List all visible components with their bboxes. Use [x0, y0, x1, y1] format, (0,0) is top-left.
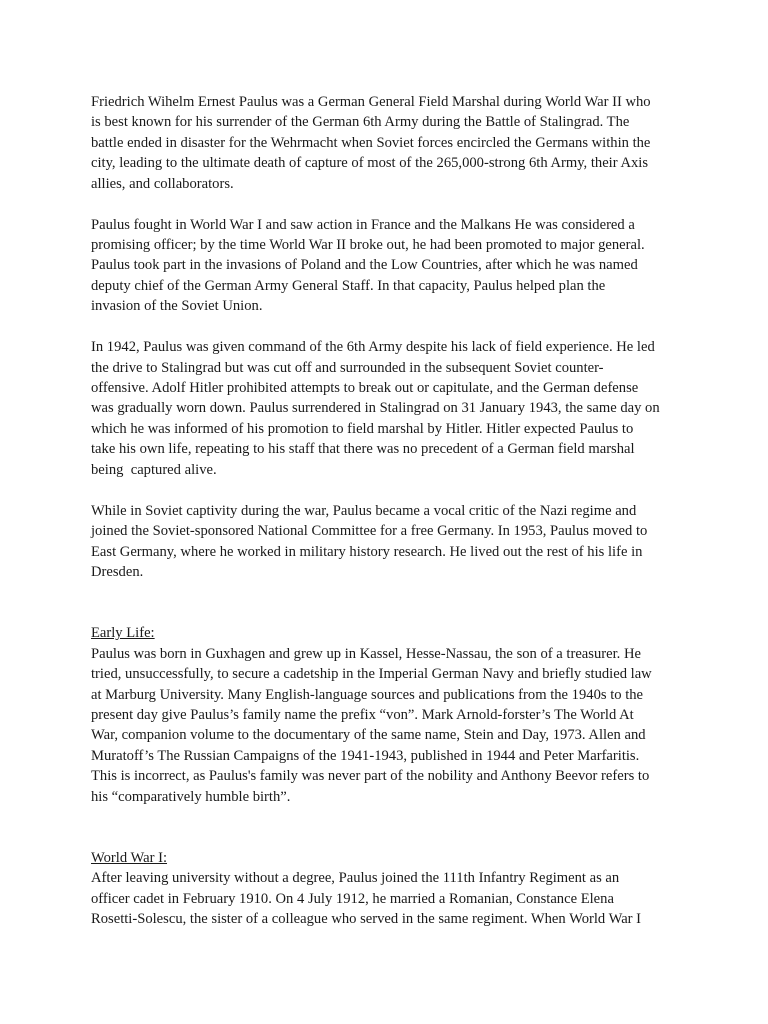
intro-paragraph-2: Paulus fought in World War I and saw action in France and the Malkans He was considered a promising officer; by the time World War II broke out, he had been promoted to major general. Paulus took part in the invasions of Poland and the Low Countries, after which he was named deputy chief of the German Army General Staff. In that capacity, Paulus helped plan the invasion of the Soviet Union. — [91, 216, 645, 315]
early-life-body: Paulus was born in Guxhagen and grew up in Kassel, Hesse-Nassau, the son of a treasurer. He tried, unsuccessfully, to secure a cadetship in the Imperial German Navy and briefly studied law at Marburg University. Many English-language sources and publications from the 1940s to the present day give Paulus’s family name the prefix “von”. Mark Arnold-forster’s The World At War, companion volume to the documentary of the same name, Stein and Day, 1973. Allen and Muratoff’s The Russian Campaigns of the 1941-1943, published in 1944 and Peter Marfaritis. This is incorrect, as Paulus's family was never part of the nobility and Anthony Beevor refers to his “comparatively humble birth”. — [91, 645, 652, 805]
spacer — [91, 603, 687, 623]
intro-paragraph-3: In 1942, Paulus was given command of the 6th Army despite his lack of field experience. He led the drive to Stalingrad but was cut off and surrounded in the subsequent Soviet counter- offensive. Adolf Hitler prohibited attempts to break out or capitulate, and the German defense was gradually worn down. Paulus surrendered in Stalingrad on 31 January 1943, the same day on which he was informed of his promotion to field marshal by Hitler. Hitler expected Paulus to take his own life, repeating to his staff that there was no precedent of a German field marshal being captured alive. — [91, 339, 660, 478]
intro-paragraph-1: Friedrich Wihelm Ernest Paulus was a German General Field Marshal during World War II who is best known for his surrender of the German 6th Army during the Battle of Stalingrad. The battle ended in disaster for the Wehrmacht when Soviet forces encircled the Germans within the city, leading to the ultimate death of capture of most of the 265,000-strong 6th Army, their Axis allies, and collaborators. — [91, 94, 651, 192]
world-war-one-body: After leaving university without a degree, Paulus joined the 111th Infantry Regiment as an officer cadet in February 1910. On 4 July 1912, he married a Romanian, Constance Elena Rosetti-Solescu, the sister of a colleague who served in the same regiment. When World War I — [91, 870, 642, 928]
intro-paragraph-4: While in Soviet captivity during the war, Paulus became a vocal critic of the Nazi regime and joined the Soviet-sponsored National Committee for a free Germany. In 1953, Paulus moved to East Germany, where he worked in military history research. He lived out the rest of his life in Dresden. — [91, 502, 648, 580]
document-page — [91, 92, 687, 950]
early-life-heading: Early Life: — [91, 625, 155, 642]
world-war-one-heading: World War I: — [91, 849, 168, 866]
spacer — [91, 828, 687, 848]
